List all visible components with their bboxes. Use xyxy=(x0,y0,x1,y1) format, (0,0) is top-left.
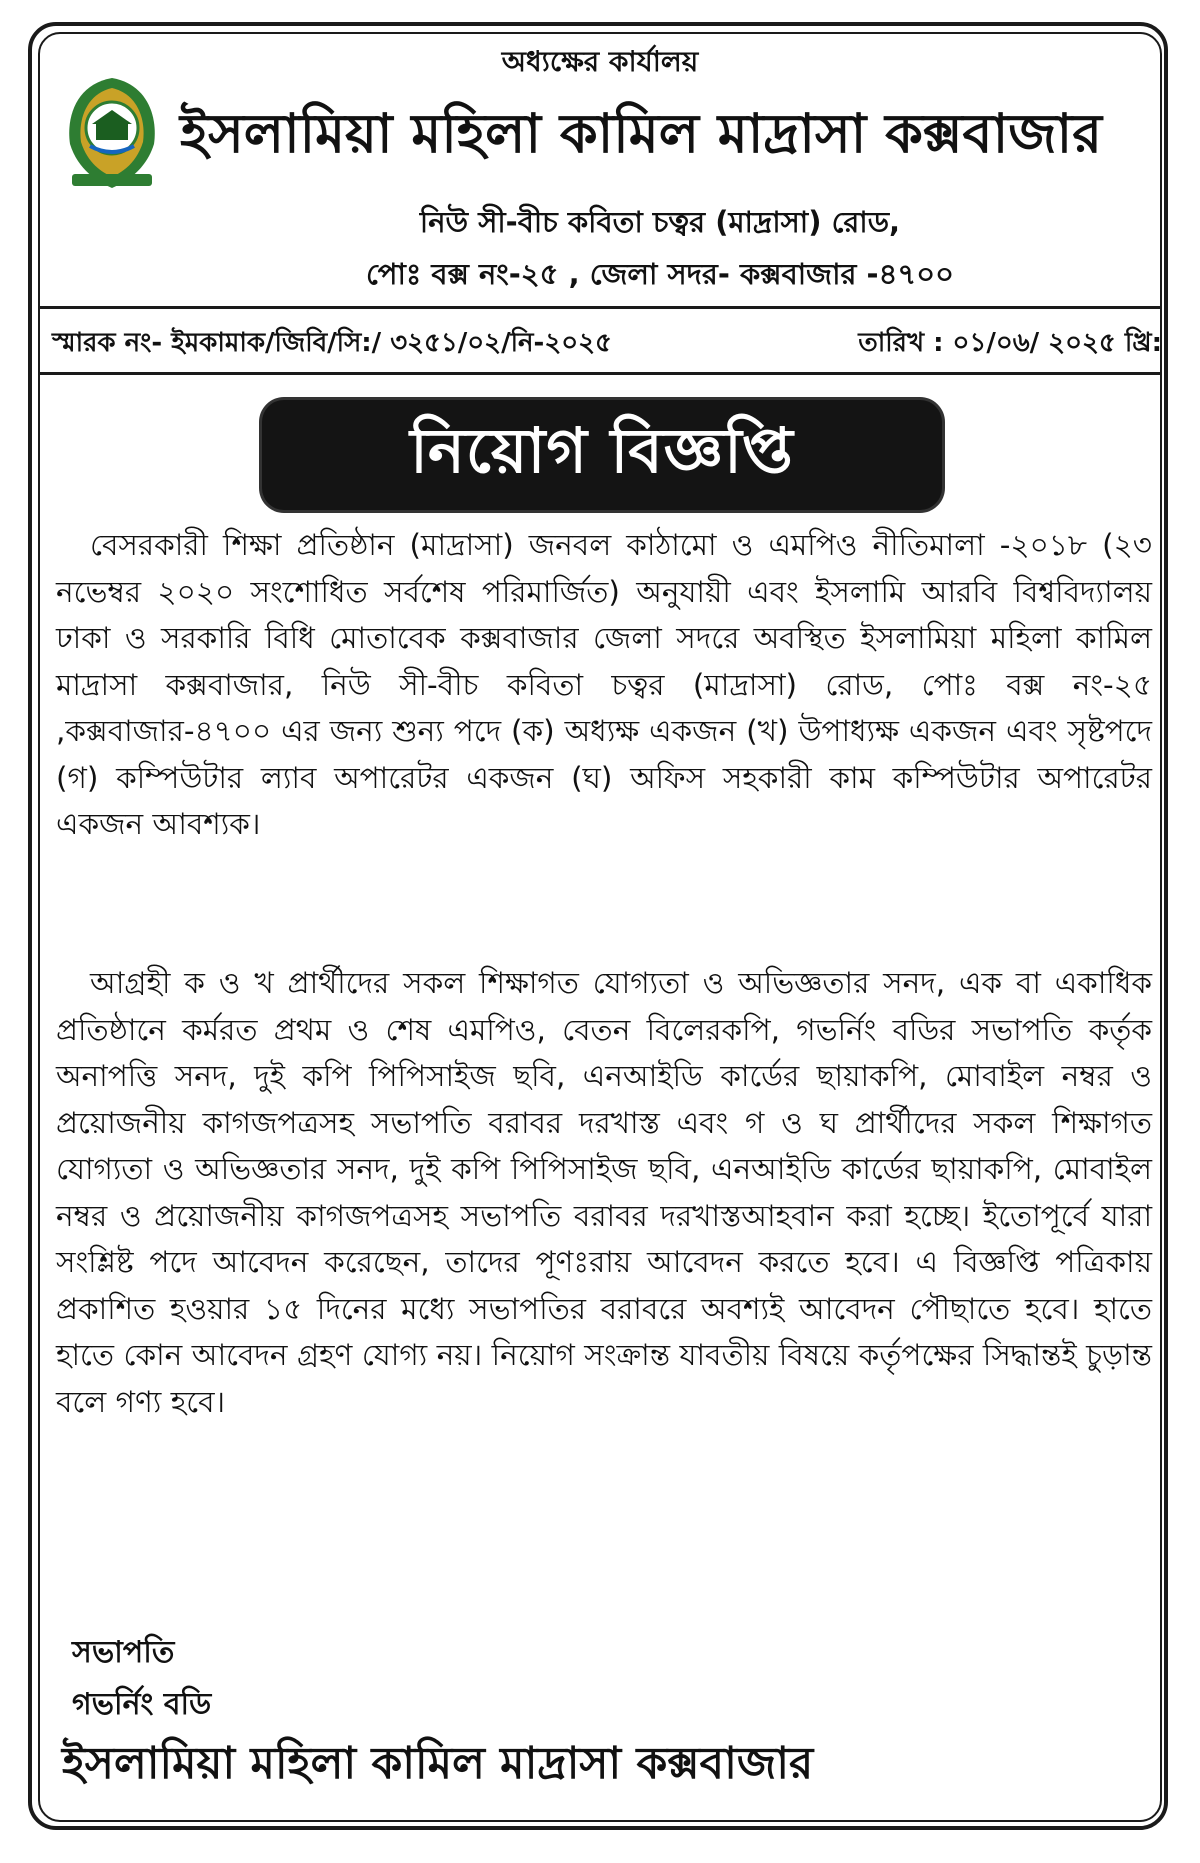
signatory-body: গভর্নিং বডি xyxy=(72,1687,212,1722)
header-divider-top xyxy=(40,306,1162,309)
memo-number: স্মারক নং- ইমকামাক/জিবি/সি:/ ৩২৫১/০২/নি-২০২৫ xyxy=(52,328,612,358)
madrasa-logo-icon xyxy=(52,66,172,196)
notice-paragraph-2: আগ্রহী ক ও খ প্রার্থীদের সকল শিক্ষাগত যোগ্যতা ও অভিজ্ঞতার সনদ, এক বা একাধিক প্রতিষ্ঠানে কর্মরত প্রথম ও শেষ এমপিও, বেতন বিলেরকপি, গভর্নিং বডির সভাপতি কর্তৃক অনাপত্তি সনদ, দুই কপি পিপিসাইজ ছবি, এনআইডি কার্ডের ছায়াকপি, মোবাইল নম্বর ও প্রয়োজনীয় কাগজপত্রসহ সভাপতি বরাবর দরখাস্ত এবং গ ও ঘ প্রার্থীদের সকল শিক্ষাগত যোগ্যতা ও অভিজ্ঞতার সনদ, দুই কপি পিপিসাইজ ছবি, এনআইডি কার্ডের ছায়াকপি, মোবাইল নম্বর ও প্রয়োজনীয় কাগজপত্রসহ সভাপতি বরাবর দরখাস্তআহবান করা হচ্ছে। ইতোপূর্বে যারা সংশ্লিষ্ট পদে আবেদন করেছেন, তাদের পূণঃরায় আবেদন করতে হবে। এ বিজ্ঞপ্তি পত্রিকায় প্রকাশিত হওয়ার ১৫ দিনের মধ্যে সভাপতির বরাবরে অবশ্যই আবেদন পৌছাতে হবে। হাতে হাতে কোন আবেদন গ্রহণ যোগ্য নয়। নিয়োগ সংক্রান্ত যাবতীয় বিষয়ে কর্তৃপক্ষের সিদ্ধান্তই চুড়ান্ত বলে গণ্য হবে। xyxy=(56,966,1152,1419)
madrasa-name-heading: ইসলামিয়া মহিলা কামিল মাদ্রাসা কক্সবাজার xyxy=(180,102,1102,165)
signatory-title: সভাপতি xyxy=(72,1635,175,1670)
notice-title-banner xyxy=(262,400,942,510)
reference-line xyxy=(52,322,1162,366)
notice-paragraph-1: বেসরকারী শিক্ষা প্রতিষ্ঠান (মাদ্রাসা) জনবল কাঠামো ও এমপিও নীতিমালা -২০১৮ (২৩ নভেম্বর ২০২০ সংশোধিত সর্বশেষ পরিমার্জিত) অনুযায়ী এবং ইসলামি আরবি বিশ্ববিদ্যালয় ঢাকা ও সরকারি বিধি মোতাবেক কক্সবাজার জেলা সদরে অবস্থিত ইসলামিয়া মহিলা কামিল মাদ্রাসা কক্সবাজার, নিউ সী-বীচ কবিতা চত্বর (মাদ্রাসা) রোড, পোঃ বক্স নং-২৫ ,কক্সবাজার-৪৭০০ এর জন্য শুন্য পদে (ক) অধ্যক্ষ একজন (খ) উপাধ্যক্ষ একজন এবং সৃষ্টপদে (গ) কম্পিউটার ল্যাব অপারেটর একজন (ঘ) অফিস সহকারী কাম কম্পিউটার অপারেটর একজন আবশ্যক। xyxy=(56,528,1152,841)
address-line-1: নিউ সী-বীচ কবিতা চত্বর (মাদ্রাসা) রোড, xyxy=(419,205,901,239)
address-line-2: পোঃ বক্স নং-২৫ , জেলা সদর- কক্সবাজার -৪৭০০ xyxy=(366,257,954,291)
header-divider-bottom xyxy=(40,372,1162,375)
office-label: অধ্যক্ষের কার্যালয় xyxy=(501,45,699,78)
signatory-institution: ইসলামিয়া মহিলা কামিল মাদ্রাসা কক্সবাজার xyxy=(62,1738,814,1789)
notice-date: তারিখ : ০১/০৬/ ২০২৫ খ্রি: xyxy=(858,328,1162,358)
notice-title: নিয়োগ বিজ্ঞপ্তি xyxy=(410,413,794,487)
